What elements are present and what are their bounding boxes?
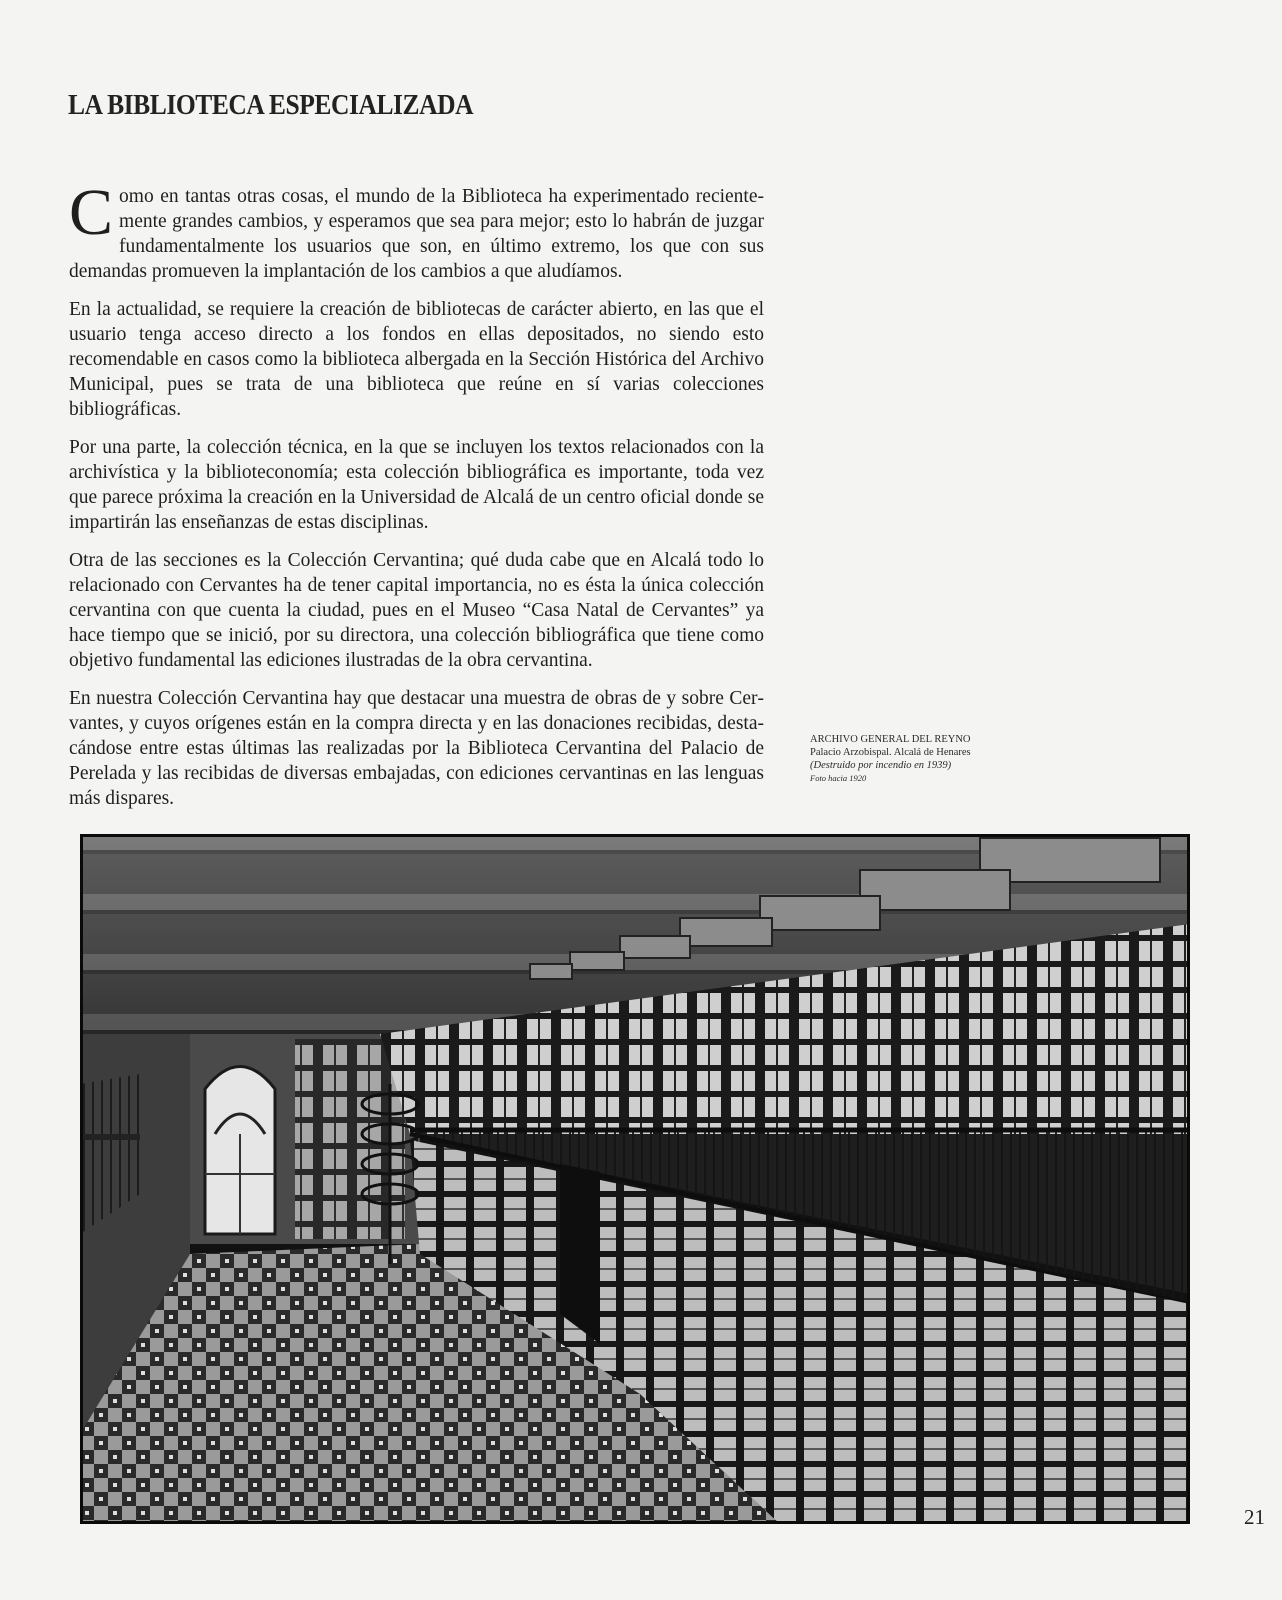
caption-photo-date: Foto hacia 1920 xyxy=(810,773,867,783)
page-number: 21 xyxy=(1244,1505,1265,1529)
paragraph-2: En la actualidad, se requiere la creación de bibliotecas de carácter abierto, en las que el usuario tenga acceso directo a los fondos en ellas depositados, no siendo esto recomendable en casos como la biblioteca albergada en la Sección Histórica del Archivo Municipal, pues se trata de una biblioteca que reúne en sí varias colecciones bibliográficas. xyxy=(69,299,764,420)
paragraph-3: Por una parte, la colección técnica, en la que se incluyen los textos relacionados con la archivística y la biblioteconomía; esta colección bibliográfica es importante, toda vez que parece próxima la creación en la Universidad de Alcalá de un centro oficial donde se impartirán las enseñanzas de estas disciplinas. xyxy=(69,437,764,533)
paragraph-4: Otra de las secciones es la Colección Cervantina; qué duda cabe que en Alcalá todo lo relacionado con Cervantes ha de tener capital importancia, no es ésta la única colección cervantina con que cuenta la ciudad, pues en el Museo “Casa Natal de Cervantes” ya hace tiempo que se inició, por su directora, una colección bibliográfica que tiene como objetivo fundamental las ediciones ilustradas de la obra cervantina. xyxy=(69,550,764,671)
caption-title: ARCHIVO GENERAL DEL REYNO xyxy=(810,734,971,745)
paragraph-5: En nuestra Colección Cervantina hay que destacar una muestra de obras de y sobre Cervantes, y cuyos orígenes están en la compra directa y en las donaciones recibidas, destacándose entre estas últimas las realizadas por la Biblioteca Cervantina del Palacio de Perelada y las recibidas de diversas embajadas, con ediciones cervantinas en las lenguas más dispares. xyxy=(69,688,764,809)
photo-caption xyxy=(810,733,1030,785)
paragraph-1: Como en tantas otras cosas, el mundo de la Biblioteca ha experimentado recientemente grandes cambios, y esperamos que sea para mejor; esto lo habrán de juzgar fundamentalmente los usuarios que son, en último extremo, los que con sus demandas promueven la implantación de los cambios a que aludíamos. xyxy=(69,176,764,282)
archive-hall-photo xyxy=(80,834,1190,1524)
body-text xyxy=(69,176,764,824)
page-title: LA BIBLIOTECA ESPECIALIZADA xyxy=(68,89,474,122)
caption-note: (Destruido por incendio en 1939) xyxy=(810,760,952,771)
caption-subtitle: Palacio Arzobispal. Alcalá de Henares xyxy=(810,747,971,758)
